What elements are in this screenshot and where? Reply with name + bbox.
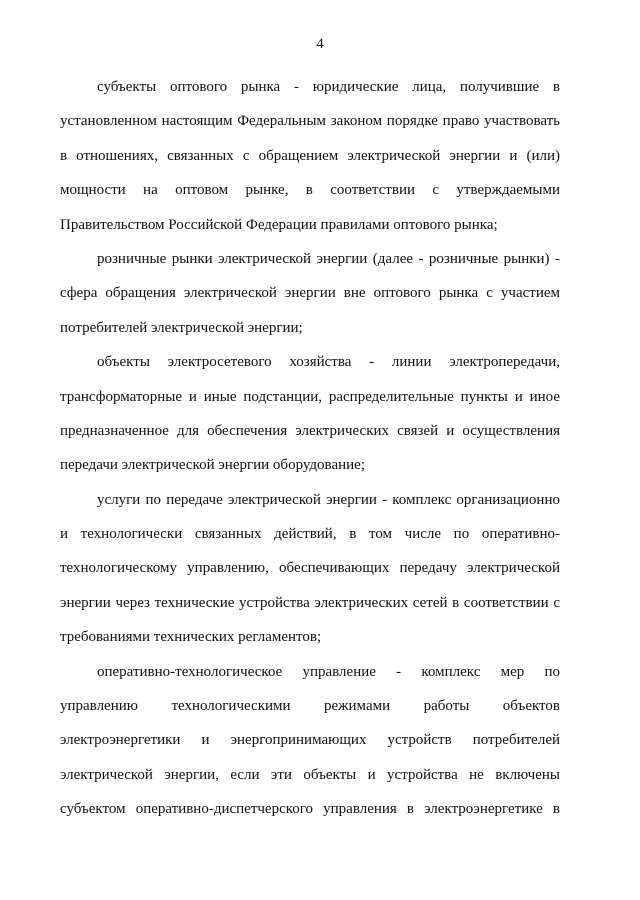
- text-line: Правительством Российской Федерации правилами оптового рынка;: [60, 216, 498, 233]
- text-line: потребителей электрической энергии;: [60, 319, 303, 336]
- text-line: объекты электросетевого хозяйства - линии электропередачи,: [97, 354, 560, 371]
- text-line: и технологически связанных действий, в том числе по оперативно-: [60, 526, 560, 543]
- text-line: оперативно-технологическое управление - комплекс мер по: [97, 663, 560, 680]
- page-number: 4: [316, 36, 324, 52]
- text-line: трансформаторные и иные подстанции, распределительные пункты и иное: [60, 388, 560, 405]
- text-line: энергии через технические устройства электрических сетей в соответствии с: [60, 594, 560, 611]
- text-line: услуги по передаче электрической энергии - комплекс организационно: [97, 491, 560, 508]
- paragraph-wholesale-market-subjects: [60, 70, 560, 242]
- text-line: установленном настоящим Федеральным законом порядке право участвовать: [60, 113, 560, 130]
- text-line: технологическому управлению, обеспечивающих передачу электрической: [60, 560, 560, 577]
- paragraph-grid-facilities: [60, 345, 560, 483]
- text-line: электроэнергетики и энергопринимающих устройств потребителей: [60, 732, 560, 749]
- paragraph-retail-markets: [60, 242, 560, 345]
- text-line: сфера обращения электрической энергии вне оптового рынка с участием: [60, 285, 560, 302]
- text-line: требованиями технических регламентов;: [60, 629, 322, 646]
- text-line: в отношениях, связанных с обращением электрической энергии и (или): [60, 147, 560, 164]
- text-line: субъекты оптового рынка - юридические лица, получившие в: [97, 79, 560, 95]
- document-body: [60, 70, 560, 827]
- text-line: электрической энергии, если эти объекты и устройства не включены: [60, 766, 560, 783]
- paragraph-transmission-services: [60, 483, 560, 655]
- paragraph-operational-technological-management: [60, 655, 560, 827]
- text-line: передачи электрической энергии оборудование;: [60, 457, 365, 474]
- text-line: розничные рынки электрической энергии (далее - розничные рынки) -: [97, 250, 560, 267]
- text-line: субъектом оперативно-диспетчерского управления в электроэнергетике в: [60, 801, 560, 818]
- text-line: предназначенное для обеспечения электрических связей и осуществления: [60, 422, 560, 439]
- text-line: мощности на оптовом рынке, в соответствии с утверждаемыми: [60, 182, 560, 199]
- text-line: управлению технологическими режимами работы объектов: [60, 698, 560, 715]
